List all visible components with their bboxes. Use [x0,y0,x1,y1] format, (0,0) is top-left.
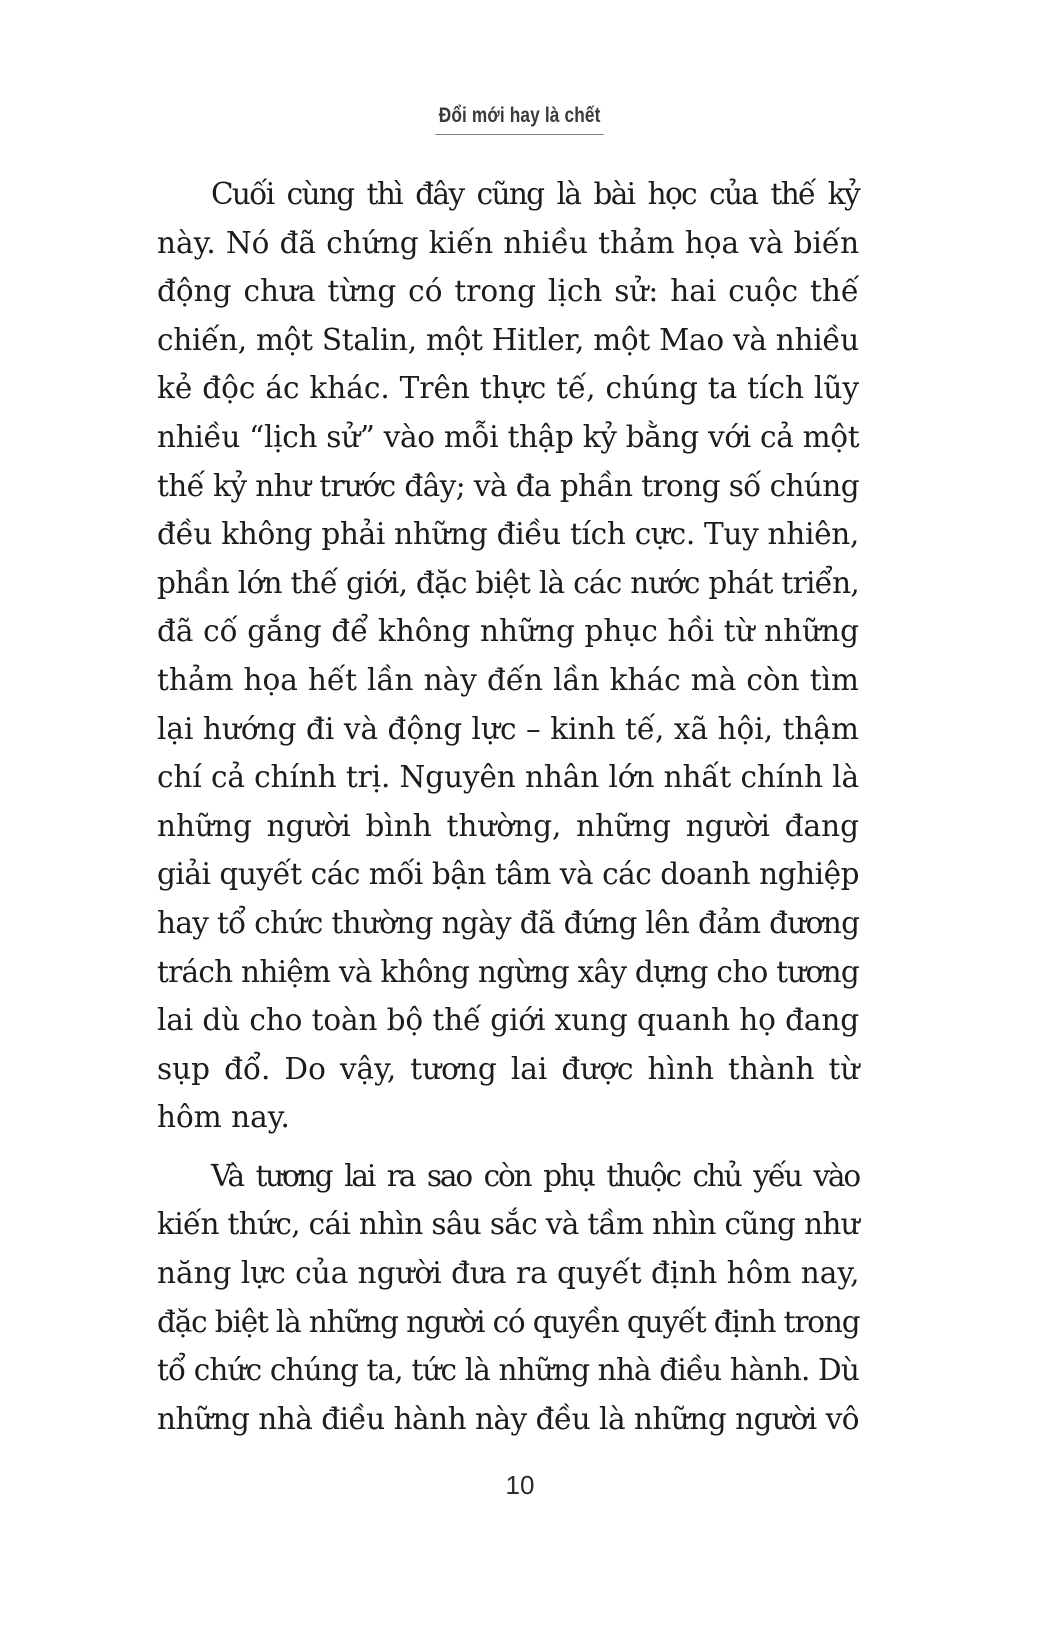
text-line: đều không phải những điều tích cực. Tuy nhiên, [157,517,859,552]
text-line: lại hướng đi và động lực – kinh tế, xã hội, thậm [157,711,859,746]
text-line: tổ chức chúng ta, tức là những nhà điều hành. Dù [157,1353,859,1388]
running-header-title: Đổi mới hay là chết [436,104,604,135]
text-line: phần lớn thế giới, đặc biệt là các nước phát triển, [157,565,859,600]
text-line: kẻ độc ác khác. Trên thực tế, chúng ta tích lũy [157,371,859,406]
text-line: đã cố gắng để không những phục hồi từ những [157,614,859,649]
paragraph-2 [157,1152,859,1444]
text-line: chí cả chính trị. Nguyên nhân lớn nhất chính là [157,760,859,795]
text-line: hôm nay. [157,1100,290,1135]
text-line: những nhà điều hành này đều là những người vô [157,1401,859,1436]
text-line: kiến thức, cái nhìn sâu sắc và tầm nhìn cũng như [157,1207,859,1242]
text-line: trách nhiệm và không ngừng xây dựng cho tương [157,954,859,989]
text-line: năng lực của người đưa ra quyết định hôm nay, [157,1256,860,1291]
text-line: Và tương lai ra sao còn phụ thuộc chủ yếu vào [211,1158,859,1193]
text-line: chiến, một Stalin, một Hitler, một Mao và nhiều [157,322,859,357]
text-line: đặc biệt là những người có quyền quyết định trong [157,1304,860,1339]
text-line: hay tổ chức thường ngày đã đứng lên đảm đương [157,905,860,940]
page-number: 10 [505,1470,535,1500]
text-line: sụp đổ. Do vậy, tương lai được hình thành từ [157,1051,860,1086]
text-line: này. Nó đã chứng kiến nhiều thảm họa và biến [157,225,860,260]
text-line: lai dù cho toàn bộ thế giới xung quanh họ đang [157,1003,859,1038]
paragraph-gap [157,1142,859,1152]
text-line: những người bình thường, những người đang [157,808,859,843]
text-line: nhiều “lịch sử” vào mỗi thập kỷ bằng với cả một [157,419,860,454]
text-line: Cuối cùng thì đây cũng là bài học của thế kỷ [211,177,859,211]
text-line: thảm họa hết lần này đến lần khác mà còn tìm [157,662,859,697]
running-header [0,104,1040,135]
text-line: động chưa từng có trong lịch sử: hai cuộc thế [157,274,859,309]
text-line: giải quyết các mối bận tâm và các doanh nghiệp [157,857,860,892]
paragraph-1 [157,170,859,1142]
text-line: thế kỷ như trước đây; và đa phần trong số chúng [157,468,859,503]
body-text [157,170,859,1443]
